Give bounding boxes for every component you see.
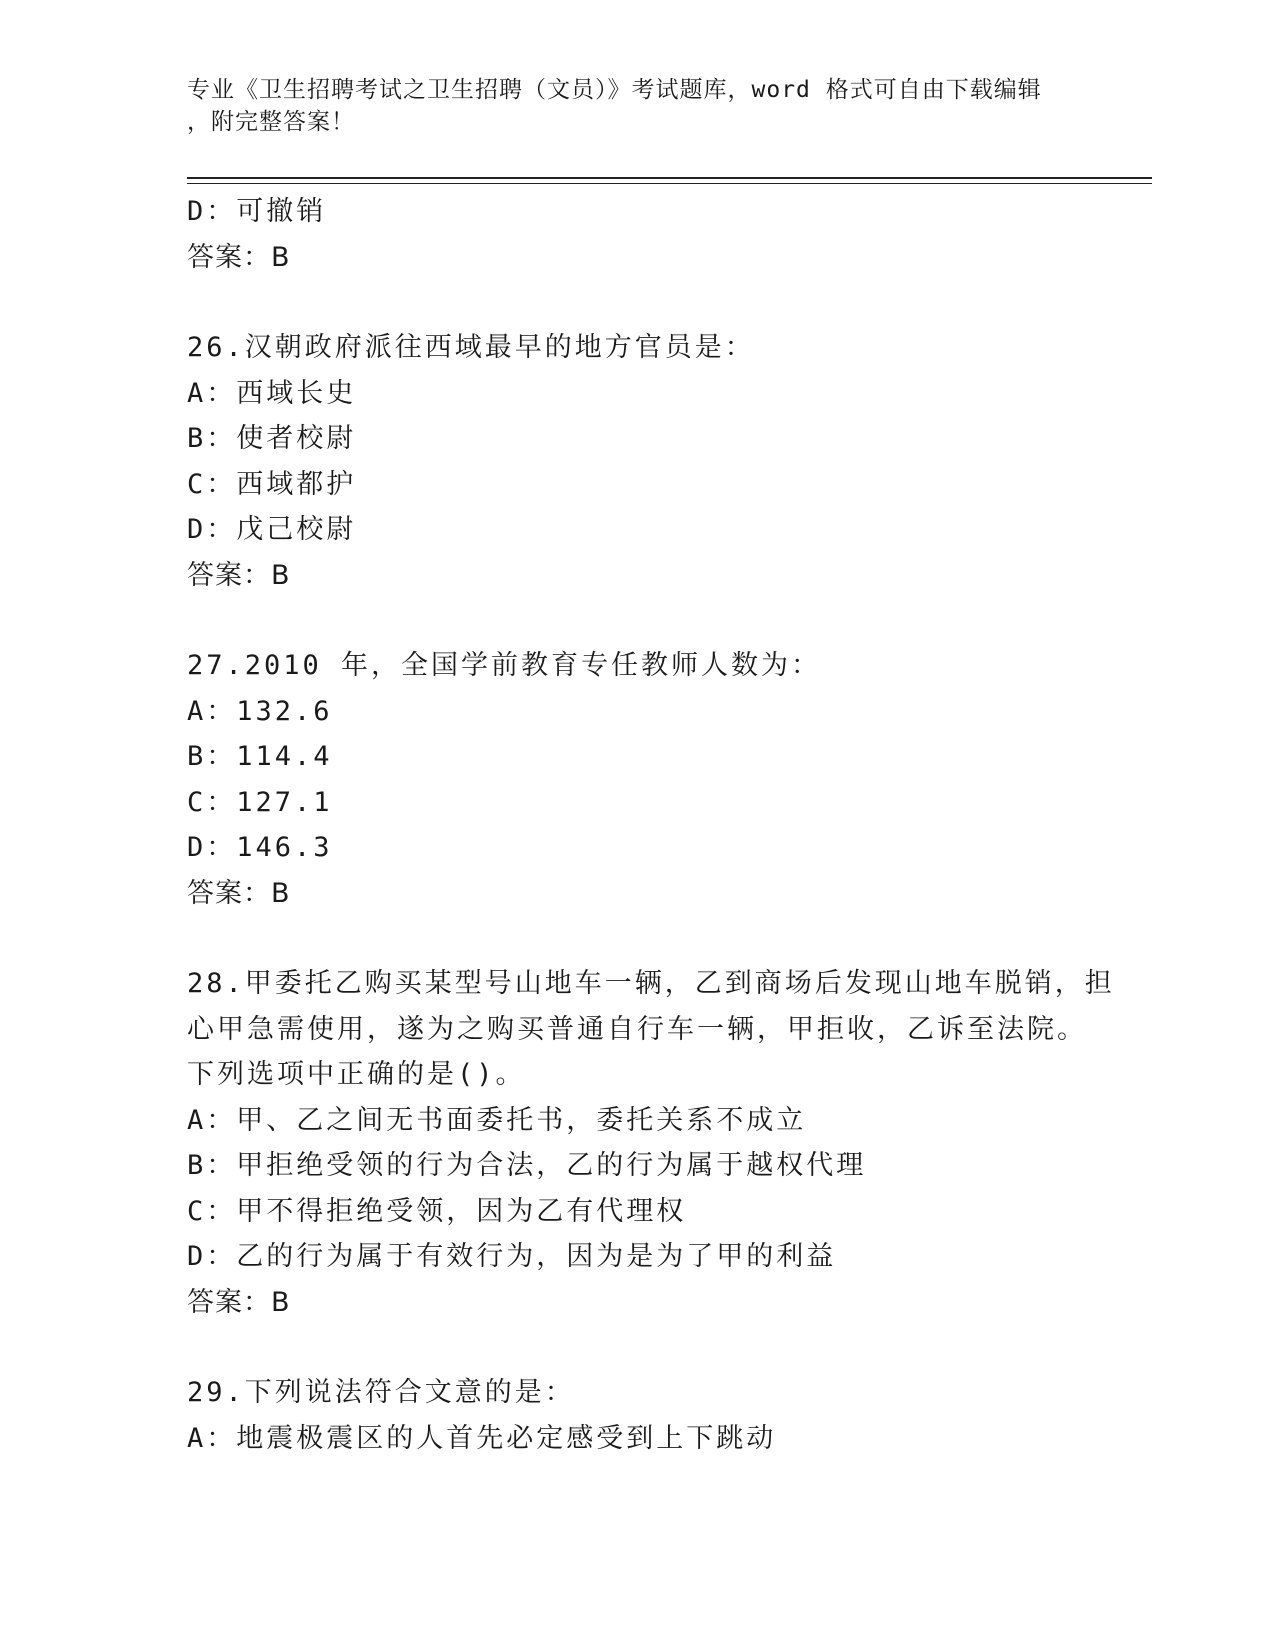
answer-line: 答案：B — [187, 241, 291, 273]
header-line-1: 专业《卫生招聘考试之卫生招聘（文员）》考试题库，word 格式可自由下载编辑 — [187, 77, 1042, 103]
option-b: B：甲拒绝受领的行为合法，乙的行为属于越权代理 — [187, 1150, 867, 1181]
option-d: D：乙的行为属于有效行为，因为是为了甲的利益 — [187, 1241, 837, 1272]
option-b: B：114.4 — [187, 741, 333, 772]
answer-line: 答案：B — [187, 1286, 291, 1318]
option-c: C：127.1 — [187, 786, 333, 818]
question-28 — [187, 961, 1115, 1325]
question-list — [187, 189, 1115, 1461]
option-b: B：使者校尉 — [187, 423, 357, 454]
option-d: D：146.3 — [187, 832, 333, 863]
question-stem: 26.汉朝政府派往西域最早的地方官员是： — [187, 332, 755, 363]
question-26 — [187, 325, 1107, 598]
option-a: A：甲、乙之间无书面委托书，委托关系不成立 — [187, 1104, 807, 1136]
document-header — [187, 74, 1087, 138]
option-a: A：地震极震区的人首先必定感受到上下跳动 — [187, 1422, 777, 1454]
header-rule-thick — [187, 177, 1152, 179]
option-c: C：甲不得拒绝受领，因为乙有代理权 — [187, 1195, 687, 1227]
question-stem-line-1: 28.甲委托乙购买某型号山地车一辆，乙到商场后发现山地车脱销，担 — [187, 968, 1115, 999]
question-stem: 27.2010 年，全国学前教育专任教师人数为： — [187, 650, 822, 681]
header-rule-thin — [187, 183, 1152, 184]
header-line-2: ，附完整答案！ — [187, 109, 355, 135]
question-stem: 29.下列说法符合文意的是： — [187, 1377, 575, 1408]
question-stem-line-3: 下列选项中正确的是()。 — [187, 1059, 526, 1090]
question-stem-line-2: 心甲急需使用，遂为之购买普通自行车一辆，甲拒收，乙诉至法院。 — [187, 1013, 1087, 1045]
option-c: C：西域都护 — [187, 468, 357, 500]
previous-question-tail — [187, 189, 1107, 280]
question-29 — [187, 1370, 1107, 1461]
option-d: D：戊己校尉 — [187, 514, 357, 545]
option-d: D：可撤销 — [187, 196, 327, 227]
answer-line: 答案：B — [187, 559, 291, 591]
option-a: A：西域长史 — [187, 377, 357, 409]
question-27 — [187, 643, 1107, 916]
answer-line: 答案：B — [187, 877, 291, 909]
option-a: A：132.6 — [187, 695, 333, 727]
